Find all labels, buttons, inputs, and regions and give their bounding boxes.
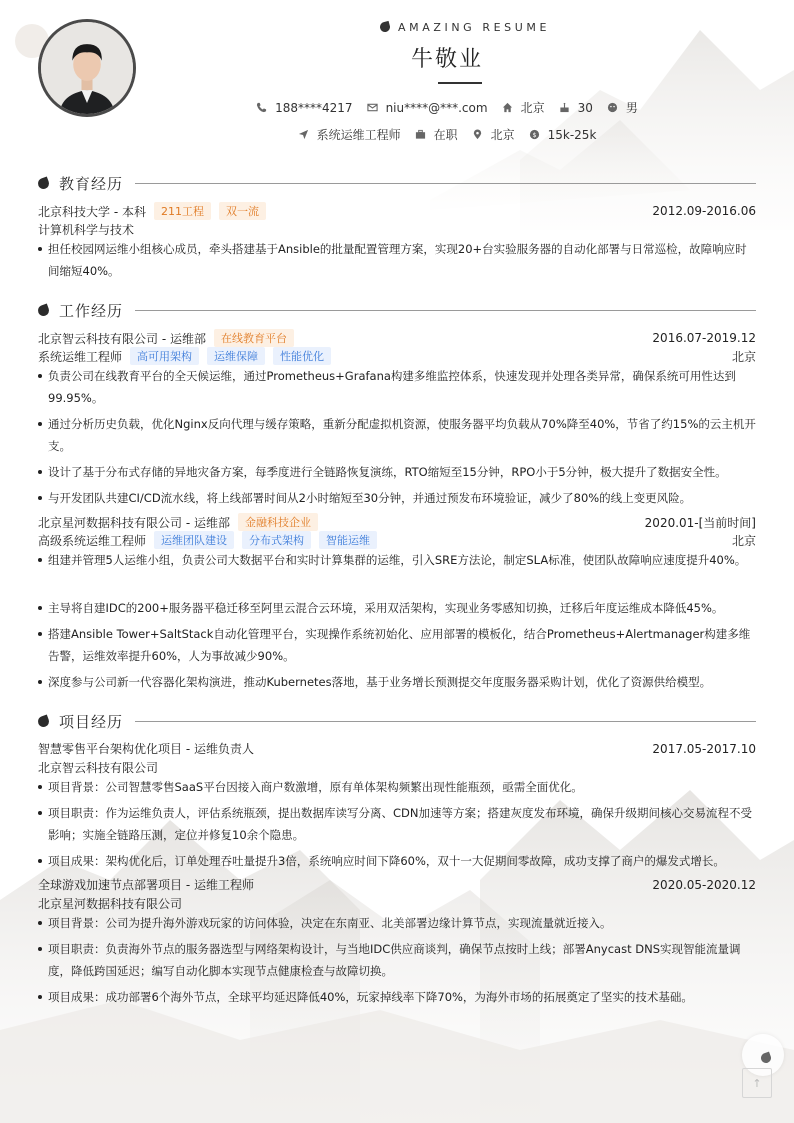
- scroll-top-button[interactable]: [742, 1068, 772, 1098]
- tagline-text: AMAZING RESUME: [398, 20, 551, 34]
- work-date: 2020.01-[当前时间]: [644, 515, 756, 530]
- skill-tag: 智能运维: [319, 531, 377, 549]
- cake-icon: [559, 102, 570, 113]
- work-bullet: 负责公司在线教育平台的全天候运维，通过Prometheus+Grafana构建多维监控体系，快速发现并处理各类异常，确保系统可用性达到99.95%。: [38, 365, 756, 409]
- leaf-icon: [379, 21, 391, 33]
- salary-icon: [529, 129, 540, 140]
- skill-tag: 运维保障: [207, 347, 265, 365]
- leaf-icon: [760, 1052, 773, 1065]
- section-projects: [38, 711, 756, 731]
- work-header: [38, 329, 756, 347]
- info-salary: $ 15k-25k: [529, 126, 597, 143]
- work-bullet: 设计了基于分布式存储的异地灾备方案，每季度进行全链路恢复演练，RTO缩短至15分钟，RPO小于5分钟，极大提升了数据安全性。: [38, 461, 756, 483]
- info-email: niu****@***.com: [367, 99, 488, 116]
- project-date: 2020.05-2020.12: [652, 877, 756, 892]
- section-work: [38, 300, 756, 320]
- project-date: 2017.05-2017.10: [652, 741, 756, 756]
- education-header: [38, 202, 756, 220]
- work-role-row: [38, 347, 756, 365]
- work-date: 2016.07-2019.12: [652, 331, 756, 345]
- project-company: 北京星河数据科技有限公司: [38, 897, 183, 911]
- company-tag: 在线教育平台: [214, 329, 294, 347]
- job-title: 系统运维工程师: [38, 349, 123, 364]
- company-tag: 金融科技企业: [238, 513, 318, 531]
- briefcase-icon: [415, 129, 426, 140]
- skill-tag: 性能优化: [273, 347, 331, 365]
- project-name: 智慧零售平台架构优化项目 - 运维负责人: [38, 742, 254, 756]
- info-hometown: 北京: [502, 99, 545, 116]
- section-title: 项目经历: [59, 712, 124, 731]
- gender-icon: [607, 102, 618, 113]
- project-header: [38, 876, 756, 893]
- company-name: 北京星河数据科技有限公司 - 运维部: [38, 515, 230, 530]
- section-divider: [135, 310, 756, 311]
- candidate-name: 牛敬业: [410, 47, 483, 72]
- skill-tag: 高可用架构: [130, 347, 199, 365]
- arrow-up-icon: ↑: [752, 1076, 762, 1090]
- major: 计算机科学与技术: [38, 223, 135, 237]
- send-icon: [298, 129, 309, 140]
- resume-tagline: [380, 20, 550, 34]
- school-name: 北京科技大学 - 本科: [38, 204, 146, 219]
- name-underline: [438, 82, 482, 84]
- section-title: 教育经历: [59, 174, 124, 193]
- contact-info-row: [0, 99, 794, 116]
- info-position: 系统运维工程师: [298, 126, 401, 143]
- info-city: 北京: [472, 126, 515, 143]
- section-divider: [135, 721, 756, 722]
- work-role-row: [38, 531, 756, 549]
- mail-icon: [367, 102, 378, 113]
- phone-icon: [256, 102, 267, 113]
- company-name: 北京智云科技有限公司 - 运维部: [38, 331, 206, 346]
- info-gender: 男: [607, 99, 638, 116]
- location-icon: [472, 129, 483, 140]
- work-bullet: 主导将自建IDC的200+服务器平稳迁移至阿里云混合云环境，采用双活架构，实现业务零感知切换，迁移后年度运维成本降低45%。: [38, 597, 756, 619]
- work-bullet: 深度参与公司新一代容器化架构演进，推动Kubernetes落地，基于业务增长预测提交年度服务器采购计划，优化了资源供给模型。: [38, 671, 756, 693]
- leaf-icon: [36, 714, 50, 728]
- work-bullet: 搭建Ansible Tower+SaltStack自动化管理平台，实现操作系统初始化、应用部署的模板化，结合Prometheus+Alertmanager构建多维告警，运维效率提升60%，人为事故减少90%。: [38, 623, 756, 667]
- work-city: 北京: [731, 349, 756, 364]
- project-header: [38, 740, 756, 757]
- project-bullet: 项目成果：架构优化后，订单处理吞吐量提升3倍，系统响应时间下降60%，双十一大促期间零故障，成功支撑了商户的爆发式增长。: [38, 850, 756, 872]
- svg-text:$: $: [532, 130, 537, 139]
- work-bullet: 通过分析历史负载，优化Nginx反向代理与缓存策略，重新分配虚拟机资源，使服务器平均负载从70%降至40%，节省了约15%的云主机开支。: [38, 413, 756, 457]
- project-bullet: 项目职责：负责海外节点的服务器选型与网络架构设计，与当地IDC供应商谈判，确保节点按时上线；部署Anycast DNS实现智能流量调度，降低跨国延迟；编写自动化脚本实现节点健康检查与故障切换。: [38, 938, 756, 982]
- project-bullet: 项目职责：作为运维负责人，评估系统瓶颈，提出数据库读写分离、CDN加速等方案；搭建灰度发布环境，确保升级期间核心交易流程不受影响；实施全链路压测，定位并修复10余个隐患。: [38, 802, 756, 846]
- project-company: 北京智云科技有限公司: [38, 761, 159, 775]
- project-name: 全球游戏加速节点部署项目 - 运维工程师: [38, 878, 254, 892]
- info-age: 30: [559, 99, 593, 116]
- section-divider: [135, 183, 756, 184]
- leaf-icon: [36, 176, 50, 190]
- education-bullet: 担任校园网运维小组核心成员，牵头搭建基于Ansible的批量配置管理方案，实现20+台实验服务器的自动化部署与日常巡检，故障响应时间缩短40%。: [38, 238, 756, 282]
- info-phone: 188****4217: [256, 99, 352, 116]
- job-intent-row: [0, 126, 794, 143]
- job-title: 高级系统运维工程师: [38, 533, 147, 548]
- skill-tag: 运维团队建设: [154, 531, 234, 549]
- education-date: 2012.09-2016.06: [652, 204, 756, 218]
- project-bullet: 项目背景：公司为提升海外游戏玩家的访问体验，决定在东南亚、北美部署边缘计算节点，实现流量就近接入。: [38, 912, 756, 934]
- work-bullet: 组建并管理5人运维小组，负责公司大数据平台和实时计算集群的运维，引入SRE方法论，制定SLA标准，使团队故障响应速度提升40%。: [38, 549, 756, 571]
- project-bullet: 项目背景：公司智慧零售SaaS平台因接入商户数激增，原有单体架构频繁出现性能瓶颈，亟需全面优化。: [38, 776, 756, 798]
- home-icon: [502, 102, 513, 113]
- project-bullet: 项目成果：成功部署6个海外节点，全球平均延迟降低40%，玩家掉线率下降70%，为海外市场的拓展奠定了坚实的技术基础。: [38, 986, 756, 1008]
- work-city: 北京: [731, 533, 756, 548]
- work-bullet: 与开发团队共建CI/CD流水线，将上线部署时间从2小时缩短至30分钟，并通过预发布环境验证，减少了80%的线上变更风险。: [38, 487, 756, 509]
- leaf-icon: [36, 303, 50, 317]
- school-tag: 211工程: [154, 202, 211, 220]
- school-tag: 双一流: [219, 202, 266, 220]
- work-header: [38, 513, 756, 531]
- section-education: [38, 173, 756, 193]
- section-title: 工作经历: [59, 301, 124, 320]
- skill-tag: 分布式架构: [242, 531, 311, 549]
- info-status: 在职: [415, 126, 458, 143]
